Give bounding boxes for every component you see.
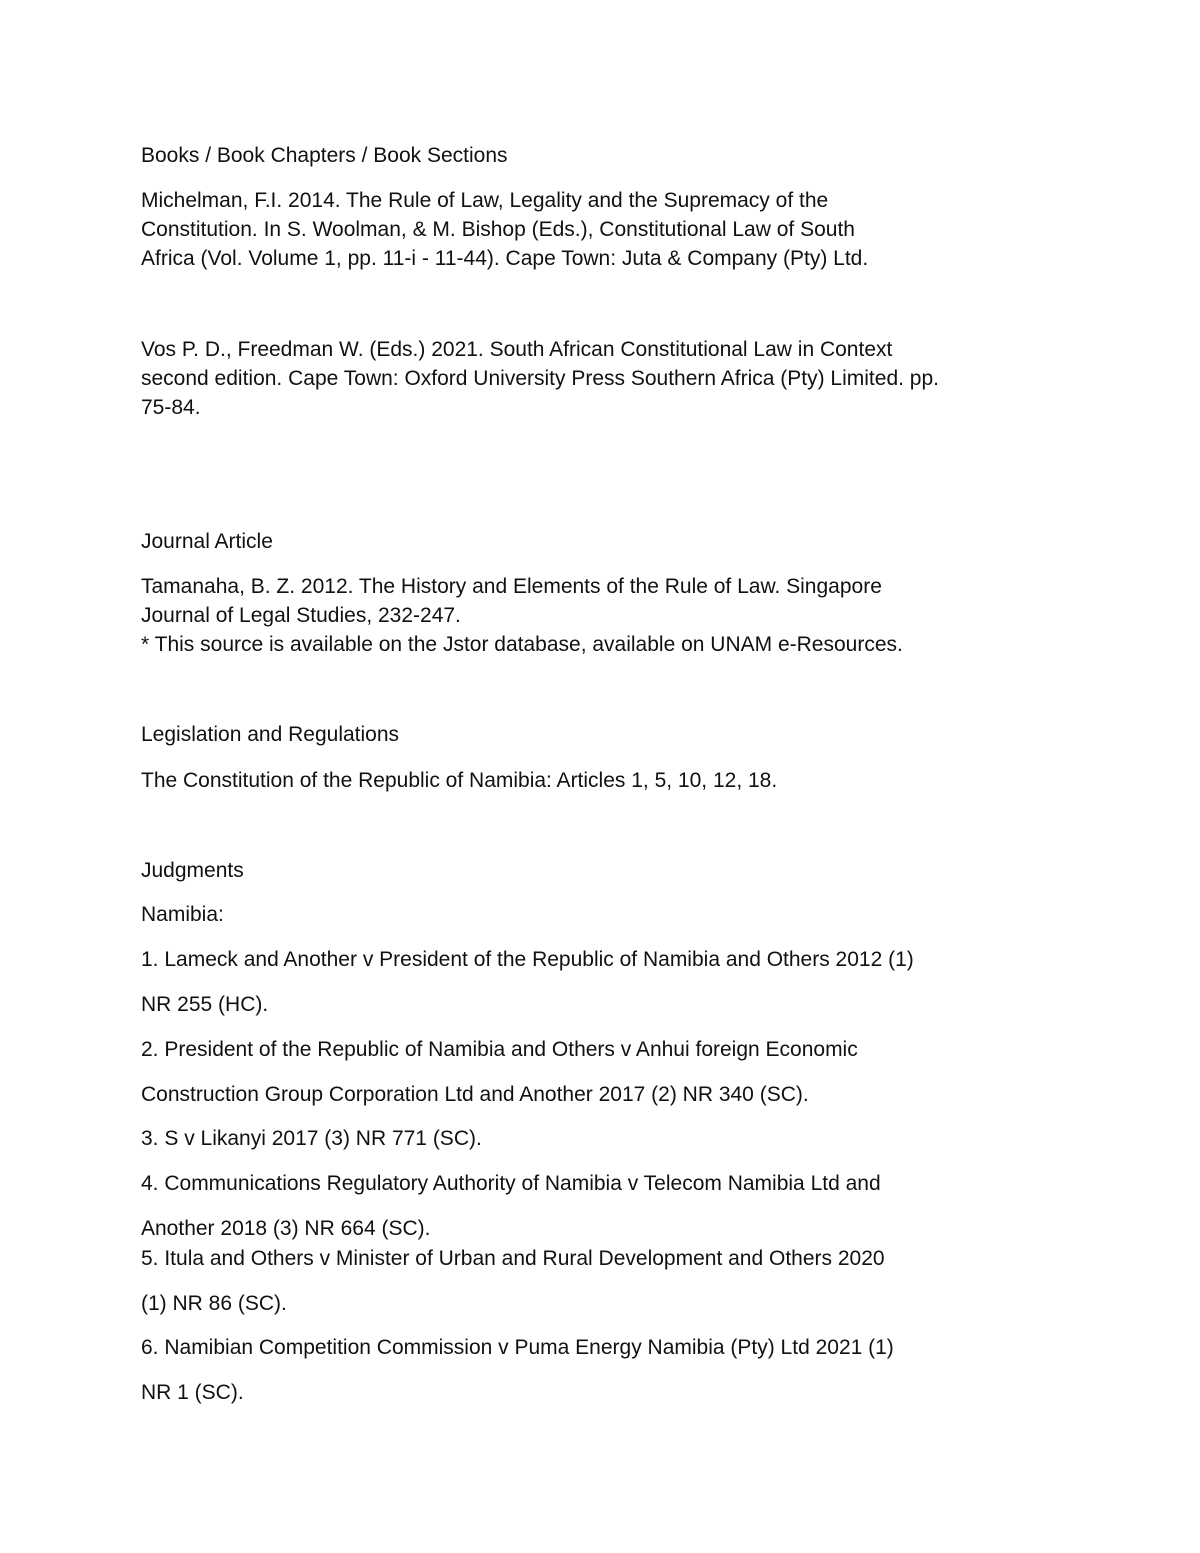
section-heading-judgments: Judgments: [141, 859, 244, 882]
judgment-line: Construction Group Corporation Ltd and Another 2017 (2) NR 340 (SC).: [141, 1083, 809, 1106]
reference-line: Africa (Vol. Volume 1, pp. 11-i - 11-44). Cape Town: Juta & Company (Pty) Ltd.: [141, 247, 869, 270]
reference-line: Constitution. In S. Woolman, & M. Bishop (Eds.), Constitutional Law of South: [141, 218, 855, 241]
section-heading-books: Books / Book Chapters / Book Sections: [141, 144, 508, 167]
section-heading-legislation: Legislation and Regulations: [141, 723, 400, 746]
reference-line: Tamanaha, B. Z. 2012. The History and Elements of the Rule of Law. Singapore: [141, 575, 882, 598]
subheading-namibia: Namibia:: [141, 903, 224, 926]
reference-line: second edition. Cape Town: Oxford University Press Southern Africa (Pty) Limited. pp.: [141, 367, 939, 390]
reference-line: Vos P. D., Freedman W. (Eds.) 2021. South African Constitutional Law in Context: [141, 338, 893, 361]
judgment-line: 3. S v Likanyi 2017 (3) NR 771 (SC).: [141, 1127, 482, 1150]
judgment-line: NR 255 (HC).: [141, 993, 269, 1016]
judgment-line: 6. Namibian Competition Commission v Puma Energy Namibia (Pty) Ltd 2021 (1): [141, 1336, 894, 1359]
judgment-line: 2. President of the Republic of Namibia and Others v Anhui foreign Economic: [141, 1038, 858, 1061]
reference-line: The Constitution of the Republic of Namibia: Articles 1, 5, 10, 12, 18.: [141, 769, 778, 792]
judgment-line: 4. Communications Regulatory Authority of Namibia v Telecom Namibia Ltd and: [141, 1172, 881, 1195]
judgment-line: NR 1 (SC).: [141, 1381, 244, 1404]
judgment-line: 1. Lameck and Another v President of the Republic of Namibia and Others 2012 (1): [141, 948, 914, 971]
judgment-line: Another 2018 (3) NR 664 (SC).: [141, 1217, 431, 1240]
judgment-line: (1) NR 86 (SC).: [141, 1292, 287, 1315]
reference-line: 75-84.: [141, 396, 201, 419]
note-line: * This source is available on the Jstor database, available on UNAM e-Resources.: [141, 633, 903, 656]
judgment-line: 5. Itula and Others v Minister of Urban and Rural Development and Others 2020: [141, 1247, 885, 1270]
reference-line: Michelman, F.I. 2014. The Rule of Law, Legality and the Supremacy of the: [141, 189, 829, 212]
section-heading-journal: Journal Article: [141, 530, 273, 553]
reference-line: Journal of Legal Studies, 232-247.: [141, 604, 461, 627]
